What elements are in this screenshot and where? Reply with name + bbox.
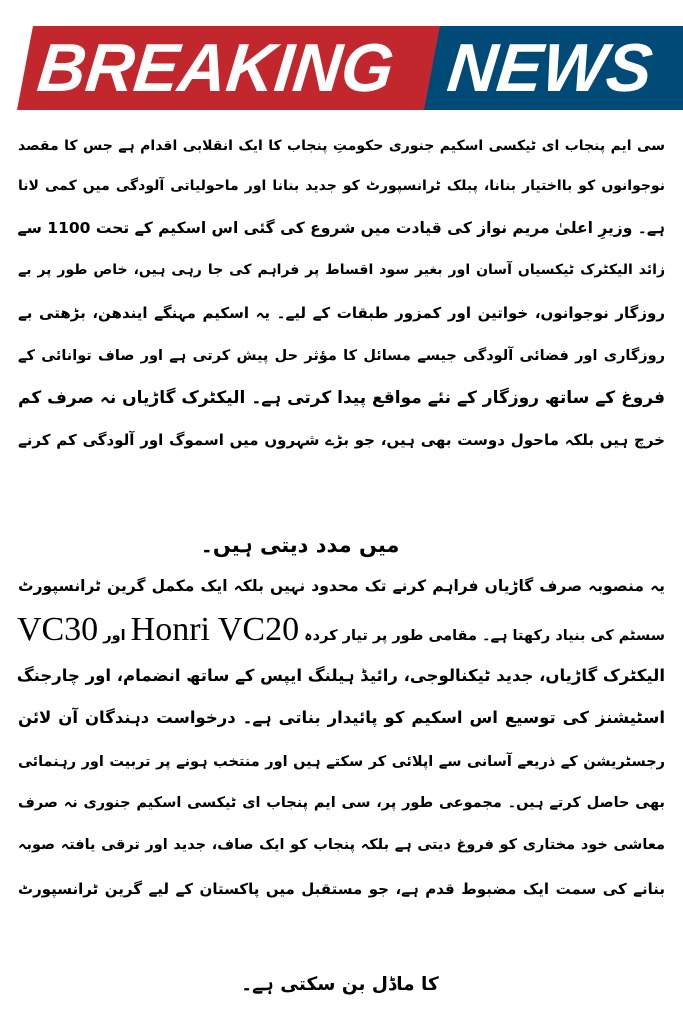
article-line-paragraph-end: میں مدد دیتی ہیں۔ <box>200 533 400 557</box>
model-vc30: VC30 <box>16 611 99 648</box>
article-line: یہ منصوبہ صرف گاڑیاں فراہم کرنے تک محدود نہیں بلکہ ایک مکمل گرین ٹرانسپورٹ <box>18 577 665 595</box>
model-honri-vc20: Honri VC20 <box>130 611 300 648</box>
article-line: اسٹیشنز کی توسیع اس اسکیم کو پائیدار بناتی ہے۔ درخواست دہندگان آن لائن <box>18 708 665 727</box>
article-line-with-models <box>18 610 665 650</box>
article-line: روزگار نوجوانوں، خواتین اور کمزور طبقات کے لیے۔ یہ اسکیم مہنگے ایندھن، بڑھتی بے <box>18 304 665 322</box>
article-line: روزگاری اور فضائی آلودگی جیسے مسائل کا مؤثر حل پیش کرتی ہے اور صاف توانائی کے <box>18 348 665 364</box>
line-conjunction: اور <box>103 628 126 644</box>
article-line: نوجوانوں کو بااختیار بنانا، پبلک ٹرانسپورٹ کو جدید بنانا اور ماحولیاتی آلودگی میں کمی لانا <box>18 178 665 194</box>
article-line: الیکٹرک گاڑیاں، جدید ٹیکنالوجی، رائیڈ ہیلنگ ایپس کے ساتھ انضمام، اور چارجنگ <box>16 666 665 685</box>
article-line: ہے۔ وزیرِ اعلیٰ مریم نواز کی قیادت میں شروع کی گئی اس اسکیم کے تحت 1100 سے <box>17 219 665 237</box>
line-urdu-start: سسٹم کی بنیاد رکھتا ہے۔ مقامی طور پر تیار کردہ <box>304 628 665 644</box>
article-line: زائد الیکٹرک ٹیکسیاں آسان اور بغیر سود اقساط پر فراہم کی جا رہی ہیں، خاص طور پر بے <box>18 262 665 278</box>
banner-breaking-label: BREAKING <box>34 30 398 106</box>
article-line: معاشی خود مختاری کو فروغ دیتی ہے بلکہ پنجاب کو ایک صاف، جدید اور ترقی یافتہ صوبہ <box>18 837 665 853</box>
banner-news-label: NEWS <box>444 30 656 106</box>
article-line: بنانے کی سمت ایک مضبوط قدم ہے، جو مستقبل میں پاکستان کے لیے گرین ٹرانسپورٹ <box>18 880 665 898</box>
article-line: سی ایم پنجاب ای ٹیکسی اسکیم جنوری حکومتِ پنجاب کا ایک انقلابی اقدام ہے جس کا مقصد <box>18 138 665 154</box>
article-line: خرچ ہیں بلکہ ماحول دوست بھی ہیں، جو بڑے شہروں میں اسموگ اور آلودگی کم کرنے <box>18 431 665 449</box>
article-line-paragraph-end: کا ماڈل بن سکتی ہے۔ <box>241 974 439 995</box>
article-line: رجسٹریشن کے ذریعے آسانی سے اپلائی کر سکتے ہیں اور منتخب ہونے پر تربیت اور رہنمائی <box>18 754 665 770</box>
article-line: فروغ کے ساتھ روزگار کے نئے مواقع پیدا کرتی ہے۔ الیکٹرک گاڑیاں نہ صرف کم <box>18 388 665 408</box>
article-line: بھی حاصل کرتے ہیں۔ مجموعی طور پر، سی ایم پنجاب ای ٹیکسی اسکیم جنوری نہ صرف <box>18 795 665 811</box>
